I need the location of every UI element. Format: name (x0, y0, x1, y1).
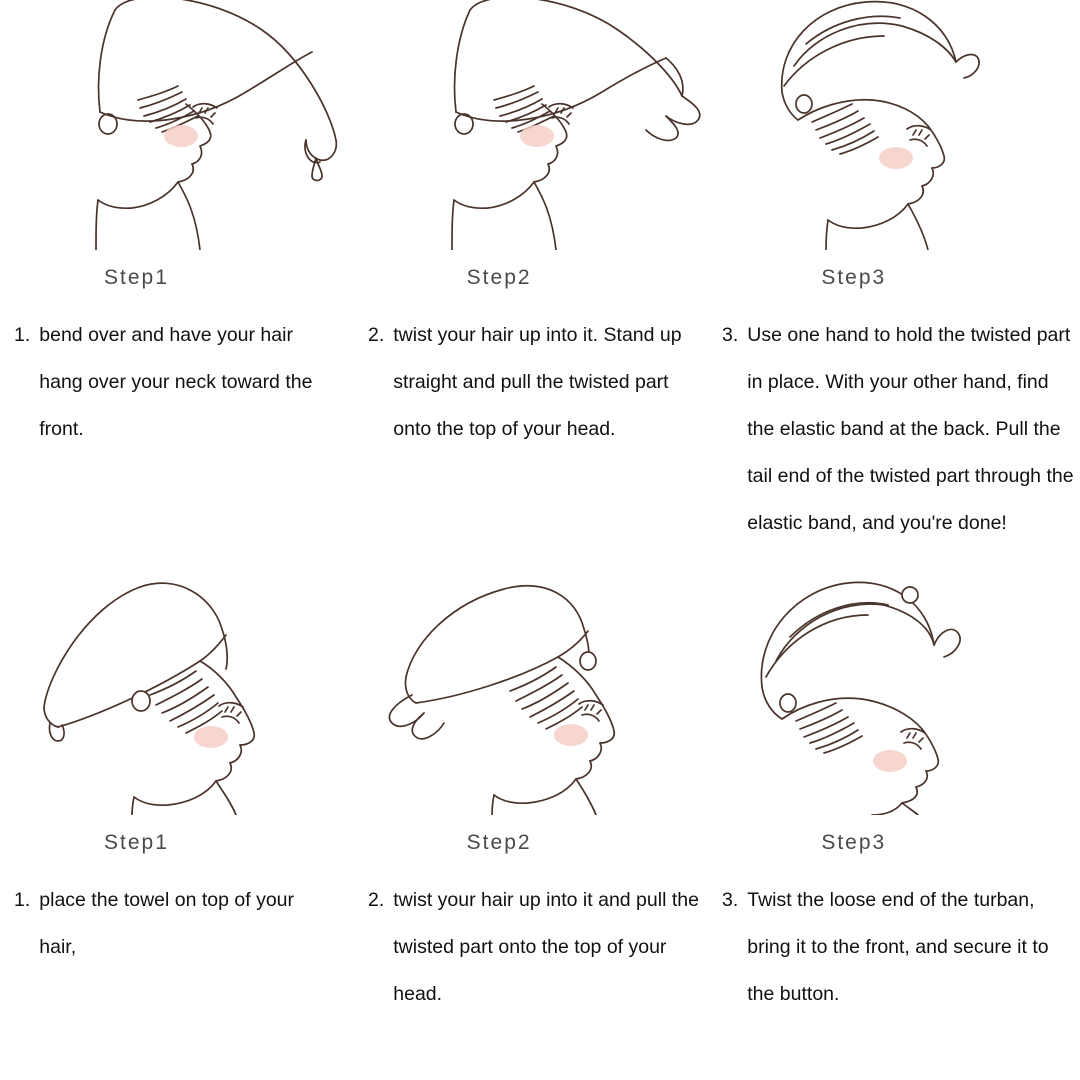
caption-row-bottom (0, 877, 1080, 1018)
woman-wearing-wrapped-turban-icon (720, 0, 1080, 250)
step-label: Step3 (821, 266, 887, 289)
step-label-row-top (0, 266, 1080, 290)
step-caption (720, 312, 1080, 547)
step-number: 1. (14, 889, 31, 911)
illustration-row-top (0, 0, 1080, 250)
woman-secured-turban-button-icon (720, 565, 1080, 815)
step-caption (0, 312, 360, 453)
step-caption (0, 877, 360, 971)
step-text: bend over and have your hair hang over your neck toward the front. (39, 324, 313, 440)
step-text: twist your hair up into it and pull the twisted part onto the top of your head. (393, 889, 699, 1005)
step-label: Step1 (104, 831, 169, 854)
step-text: Twist the loose end of the turban, bring it to the front, and secure it to the button. (747, 889, 1049, 1005)
step-caption (360, 312, 720, 453)
step-number: 3. (722, 889, 739, 911)
step-text: Use one hand to hold the twisted part in place. With your other hand, find the elastic band at the back. Pull the tail end of the twisted part through the elastic band, and you're done! (747, 324, 1074, 534)
step-caption (360, 877, 720, 1018)
step-label: Step3 (821, 831, 887, 854)
woman-bending-head-down-with-towel-icon (0, 0, 360, 250)
step-number: 1. (14, 324, 31, 346)
woman-towel-draped-over-head-icon (0, 565, 360, 815)
step-label: Step2 (466, 266, 532, 289)
step-label: Step2 (466, 831, 532, 854)
caption-row-top (0, 312, 1080, 547)
step-number: 2. (368, 889, 385, 911)
illustration-row-bottom (0, 565, 1080, 815)
step-label-row-bottom (0, 831, 1080, 855)
woman-twisting-towel-side-icon (360, 565, 720, 815)
step-caption (720, 877, 1080, 1018)
step-text: twist your hair up into it. Stand up straight and pull the twisted part onto the top of your head. (393, 324, 682, 440)
step-number: 3. (722, 324, 739, 346)
step-text: place the towel on top of your hair, (39, 889, 295, 958)
step-number: 2. (368, 324, 385, 346)
instruction-block-bottom (0, 547, 1080, 1018)
woman-head-down-twisting-towel-icon (360, 0, 720, 250)
step-label: Step1 (104, 266, 169, 289)
